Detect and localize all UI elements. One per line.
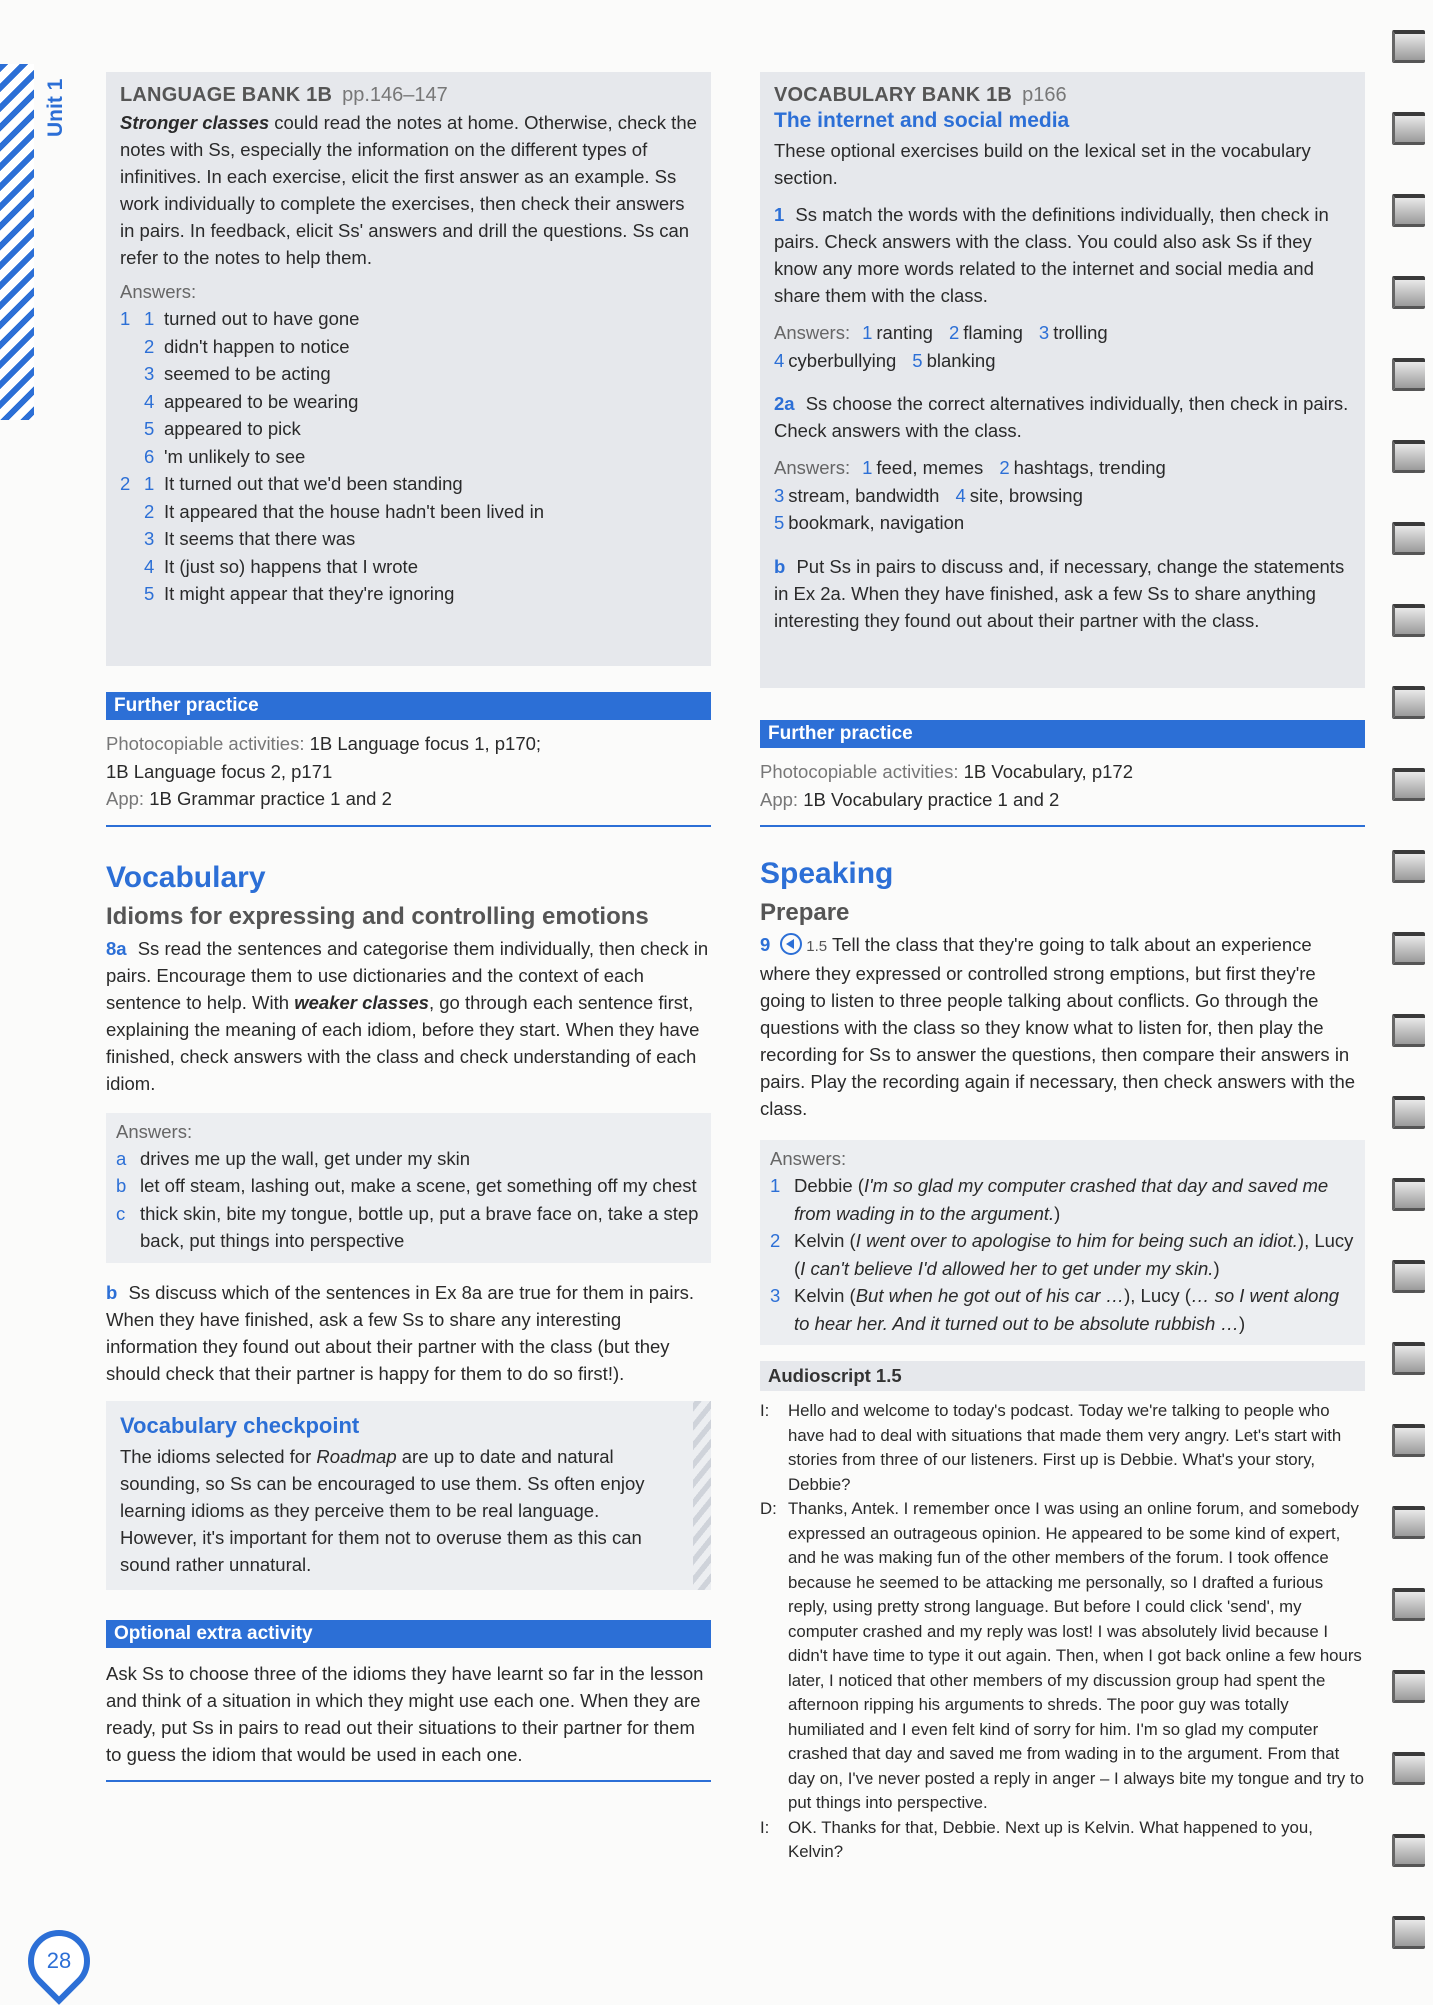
vocabulary-bank-subtitle: The internet and social media	[774, 109, 1070, 132]
script-line: I: Hello and welcome to today's podcast. Today we're talking to people who have had to deal with situations that made them very angry. Let's start with stories from three of our listeners. First up is Debbie. What's your story, Debbie?	[760, 1401, 1342, 1494]
unit-label: Unit 1	[44, 78, 67, 138]
answer-row: 2 didn't happen to notice	[144, 335, 350, 357]
inline-answer: 3 trolling	[1038, 322, 1108, 343]
inline-answer: 4 cyberbullying	[774, 349, 897, 371]
inline-answer: 2 hashtags, trending	[999, 457, 1166, 478]
vocabulary-bank-box	[760, 72, 1365, 688]
vocabulary-bank-heading: VOCABULARY BANK 1B p166	[774, 84, 1067, 106]
answer-row: 4 It (just so) happens that I wrote	[144, 555, 418, 577]
binding-ring	[1392, 1834, 1425, 1867]
binding-ring	[1392, 850, 1425, 883]
further-practice-block: Photocopiable activities: 1B Language focus 1, p170; 1B Language focus 2, p171 App: 1B Grammar practice 1 and 2	[106, 720, 711, 827]
vocabulary-bank-intro: These optional exercises build on the lexical set in the vocabulary section.	[774, 140, 1311, 188]
exercise-8a: 8a Ss read the sentences and categorise them individually, then check in pairs. Encourage them to use dictionaries and the context of each sentence to help. With weaker classes, go through each sentence first, explaining the meaning of each idiom, before they start. When they have finished, check answers with the class and check understanding of each idiom.	[106, 937, 709, 1094]
answers-label: Answers:	[120, 281, 197, 302]
script-line: D: Thanks, Antek. I remember once I was using an online forum, and somebody expressed an outrageous opinion. He appeared to be some kind of expert, and he was making fun of the other members of the forum. I took offence because he seemed to be attacking me personally, so I drafted a furious reply, using pretty strong language. But before I could click 'send', my computer crashed and my reply was lost! I was absolutely livid because I didn't have time to type it out again. Then, when I got back online a few hours later, I noticed that other members of my discussion group had spent the afternoon ripping his arguments to shreds. The poor guy was totally humiliated and I even felt kind of sorry for him. I'm so glad my computer crashed that day and saved me from wading in to the argument. From that day on, I've never posted a reply in anger – I always bite my tongue and try to put things into perspective.	[760, 1499, 1364, 1812]
binding-ring	[1392, 1260, 1425, 1293]
inline-answer: 5 bookmark, navigation	[774, 512, 965, 533]
inline-answer: 5 blanking	[912, 349, 996, 371]
optional-extra-block: Ask Ss to choose three of the idioms they have learnt so far in the lesson and think of a situation in which they might use each one. When they are ready, put Ss in pairs to read out their situations to their partner for them to guess the idiom that would be used in each one.	[106, 1648, 711, 1782]
answer-row: c thick skin, bite my tongue, bottle up, put a brave face on, take a step back, put things into perspective	[116, 1202, 699, 1251]
binding-ring	[1392, 1014, 1425, 1047]
vb-exercise-2a: 2a Ss choose the correct alternatives individually, then check in pairs. Check answers with the class.	[774, 393, 1349, 441]
binding-ring	[1392, 1342, 1425, 1375]
binding-ring	[1392, 1588, 1425, 1621]
exercise-8b: b Ss discuss which of the sentences in Ex 8a are true for them in pairs. When they have finished, ask a few Ss to share any interesting information they found out about their partner with the class (but they should check that their partner is happy for them to do so first!).	[106, 1281, 695, 1384]
language-bank-intro: Stronger classes could read the notes at home. Otherwise, check the notes with Ss, especially the information on the different types of infinitives. In each exercise, elicit the first answer as an example. Ss work individually to complete the exercises, then check their answers in pairs. In feedback, elicit Ss' answers and drill the questions. Ss can refer to the notes to help them.	[120, 112, 697, 268]
vocabulary-answers-box: Answers: a drives me up the wall, get under my skin b let off steam, lashing out, make a scene, get something off my chest c thick skin, bite my tongue, bottle up, put a brave face on, take a step back, put things into perspective	[106, 1113, 711, 1263]
vb-exercise-1: 1 Ss match the words with the definitions individually, then check in pairs. Check answers with the class. You could also ask Ss if they know any more words related to the internet and social media and share them with the class.	[774, 204, 1329, 306]
further-practice-bar: Further practice	[106, 692, 711, 720]
binding-ring	[1392, 1916, 1425, 1949]
inline-answer: 1 feed, memes	[862, 457, 984, 478]
binding-ring	[1392, 1178, 1425, 1211]
binding-ring	[1392, 30, 1425, 63]
right-column	[760, 72, 1365, 1865]
binding-ring	[1392, 358, 1425, 391]
answer-row: 2 It appeared that the house hadn't been lived in	[144, 500, 544, 522]
language-bank-ex1-answers	[120, 305, 697, 470]
binding-ring	[1392, 932, 1425, 965]
answer-row: a drives me up the wall, get under my skin	[116, 1147, 471, 1169]
binding-ring	[1392, 194, 1425, 227]
audioscript-heading: Audioscript 1.5	[760, 1361, 1365, 1391]
language-bank-box	[106, 72, 711, 666]
optional-extra-bar: Optional extra activity	[106, 1620, 711, 1648]
prepare-subtitle: Prepare	[760, 899, 850, 926]
inline-answer: 1 ranting	[862, 322, 933, 343]
language-bank-ex2-answers	[120, 470, 697, 608]
page-number-badge: 28	[15, 1917, 103, 2005]
answer-row: 5 appeared to pick	[144, 418, 301, 439]
binding-ring	[1392, 440, 1425, 473]
answer-row: 5 It might appear that they're ignoring	[144, 583, 455, 604]
right-further-practice-bar: Further practice	[760, 720, 1365, 748]
exercise-9: 9 1.5 Tell the class that they're going to talk about an experience where they expressed or controlled strong emptions, but first they're going to listen to three people talking about conflicts. Go through the questions with the class so they know what to listen for, then play the recording for Ss to answer the questions, then compare their answers in pairs. Play the recording again if necessary, then check answers with the class.	[760, 934, 1356, 1119]
inline-answer: 3 stream, bandwidth	[774, 484, 940, 506]
vocabulary-title: Vocabulary	[106, 860, 266, 894]
unit-tab-stripes	[0, 64, 34, 420]
inline-answer: 4 site, browsing	[955, 484, 1083, 506]
answer-row: 3 It seems that there was	[144, 528, 356, 549]
spiral-binding	[1385, 0, 1433, 2000]
binding-ring	[1392, 1096, 1425, 1129]
left-column	[106, 72, 711, 1782]
answer-row: b let off steam, lashing out, make a scene, get something off my chest	[116, 1175, 697, 1196]
binding-ring	[1392, 522, 1425, 555]
binding-ring	[1392, 1752, 1425, 1785]
answer-row: 1 1 turned out to have gone	[120, 308, 360, 329]
answer-row: 4 appeared to be wearing	[144, 390, 359, 412]
binding-ring	[1392, 686, 1425, 719]
binding-ring	[1392, 112, 1425, 145]
right-further-practice-block: Photocopiable activities: 1B Vocabulary, p172 App: 1B Vocabulary practice 1 and 2	[760, 748, 1365, 827]
answers-label: Answers:	[774, 457, 851, 478]
language-bank-heading: LANGUAGE BANK 1B pp.146–147	[120, 84, 448, 106]
binding-ring	[1392, 1424, 1425, 1457]
vb-exercise-2b: b Put Ss in pairs to discuss and, if necessary, change the statements in Ex 2a. When they have finished, ask a few Ss to share anything interesting they found out about their partner with the class.	[774, 555, 1345, 631]
vocabulary-subtitle: Idioms for expressing and controlling emotions	[106, 902, 649, 930]
binding-ring	[1392, 604, 1425, 637]
binding-ring	[1392, 1506, 1425, 1539]
audioscript-text	[760, 1399, 1365, 1865]
binding-ring	[1392, 768, 1425, 801]
answers-label: Answers:	[774, 322, 851, 343]
binding-ring	[1392, 1670, 1425, 1703]
answer-row: 6 'm unlikely to see	[144, 445, 306, 467]
audio-icon[interactable]	[780, 933, 802, 955]
inline-answer: 2 flaming	[948, 322, 1023, 343]
answer-row: 2 1 It turned out that we'd been standing	[120, 473, 463, 494]
answer-row: 3 seemed to be acting	[144, 363, 331, 384]
script-line: I: OK. Thanks for that, Debbie. Next up is Kelvin. What happened to you, Kelvin?	[760, 1817, 1313, 1861]
vb-ex2a-answers	[774, 454, 1351, 537]
speaking-answers-box: Answers: 1 Debbie (I'm so glad my computer crashed that day and saved me from wading in to the argument.) 2 Kelvin (I went over to apologise to him for being such an idiot.), Lucy (I can't believe I'd allowed her to get under my skin.) 3 Kelvin (But when he got out of his car …), Lucy (… so I went along to hear her. And it turned out to be absolute rubbish …)	[760, 1140, 1365, 1345]
binding-ring	[1392, 276, 1425, 309]
vocabulary-checkpoint: Vocabulary checkpoint The idioms selected for Roadmap are up to date and natural sounding, so Ss can be encouraged to use them. Ss often enjoy learning idioms as they perceive them to be real language. However, it's important for them not to overuse them as this can sound rather unnatural.	[106, 1401, 711, 1590]
vb-ex1-answers	[774, 319, 1351, 374]
speaking-title: Speaking	[760, 857, 894, 890]
